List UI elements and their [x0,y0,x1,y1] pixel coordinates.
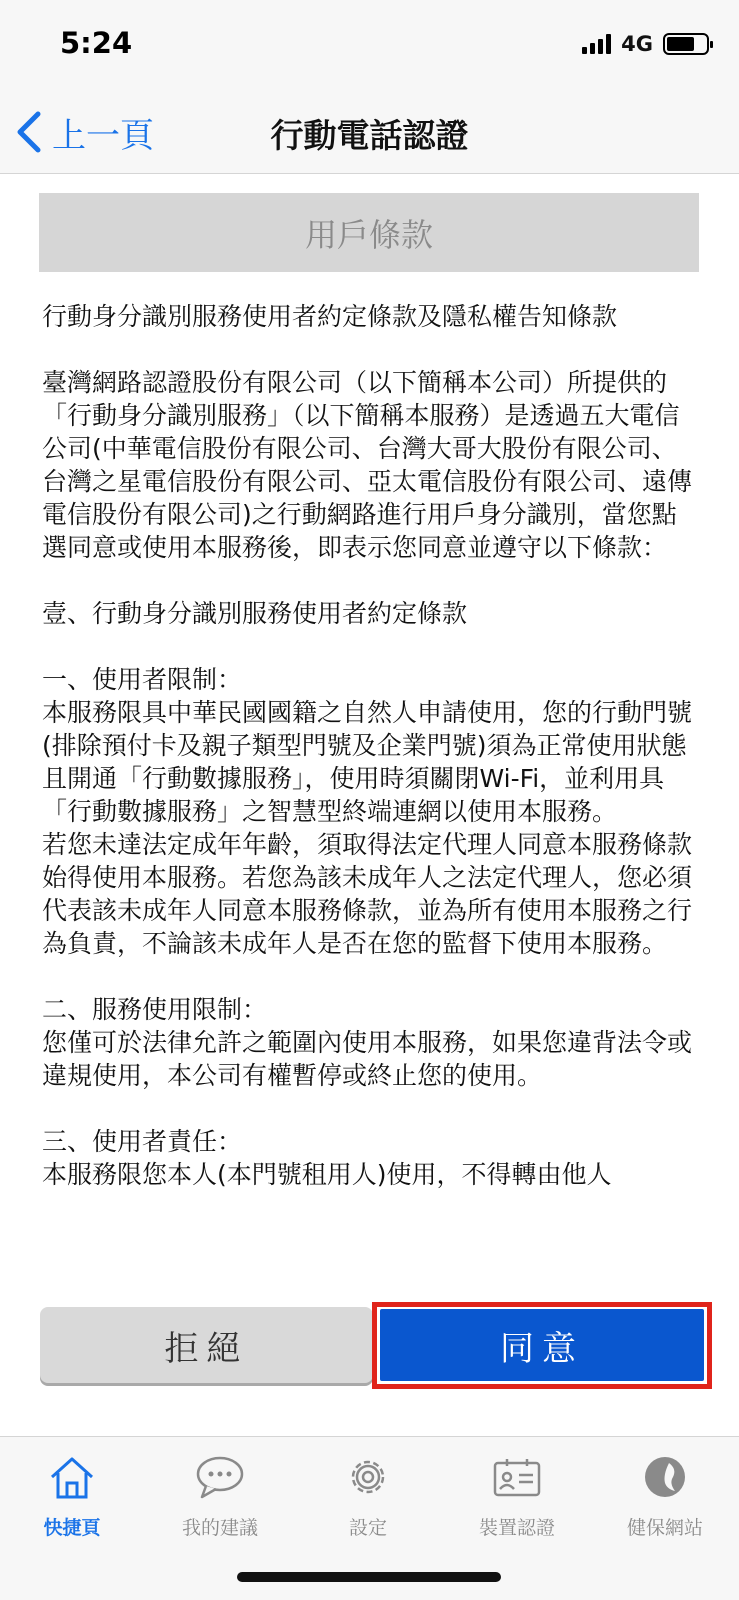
network-type: 4G [621,32,653,56]
tab-label: 快捷頁 [43,1517,101,1539]
chat-bubble-icon [194,1453,246,1501]
tab-label: 健保網站 [626,1517,703,1539]
reject-button[interactable]: 拒絕 [40,1307,373,1383]
id-card-icon [491,1453,543,1501]
tab-settings[interactable] [298,1453,438,1540]
tab-label: 設定 [348,1517,387,1539]
page-title: 行動電話認證 [270,116,469,155]
gear-icon [342,1453,394,1501]
back-label: 上一頁 [52,115,154,156]
terms-section-header: 用戶條款 [39,193,699,272]
tab-my-suggestions[interactable] [150,1453,290,1540]
terms-text[interactable]: 行動身分識別服務使用者約定條款及隱私權告知條款 臺灣網路認證股份有限公司（以下簡稱本公司）所提供的「行動身分識別服務」（以下簡稱本服務）是透過五大電信公司(中華電信股份有限公司、台灣大哥大股份有限公司、台灣之星電信股份有限公司、亞太電信股份有限公司、遠傳電信股份有限公司)之行動網路進行用戶身分識別，當您點選同意或使用本服務後，即表示您同意並遵守以下條款： 壹、行動身分識別服務使用者約定條款 一、使用者限制： 本服務限具中華民國國籍之自然人申請使用，您的行動門號(排除預付卡及親子類型門號及企業門號)須為正常使用狀態且開通「行動數據服務」，使用時須關閉Wi-Fi，並利用具「行動數據服務」之智慧型終端連網以使用本服務。 若您未達法定成年年齡，須取得法定代理人同意本服務條款始得使用本服務。若您為該未成年人之法定代理人，您必須代表該未成年人同意本服務條款，並為所有使用本服務之行為負責，不論該未成年人是否在您的監督下使用本服務。 二、服務使用限制： 您僅可於法律允許之範圍內使用本服務，如果您違背法令或違規使用，本公司有權暫停或終止您的使用。 三、使用者責任： 本服務限您本人(本門號租用人)使用，不得轉由他人 [42,302,693,1189]
status-indicators [582,32,709,56]
status-time: 5:24 [60,26,133,60]
signal-strength-icon [582,34,611,54]
navigation-bar [0,92,739,174]
home-icon [46,1453,98,1501]
home-indicator[interactable] [237,1572,501,1582]
battery-icon [663,33,709,55]
tab-nhi-website[interactable] [595,1453,735,1540]
tab-label: 我的建議 [181,1517,258,1539]
agree-button[interactable]: 同意 [380,1309,704,1381]
tab-label: 裝置認證 [478,1517,555,1539]
tab-device-auth[interactable] [447,1453,587,1540]
tab-shortcuts[interactable] [2,1453,142,1540]
status-bar [0,0,739,92]
globe-icon [639,1453,691,1501]
